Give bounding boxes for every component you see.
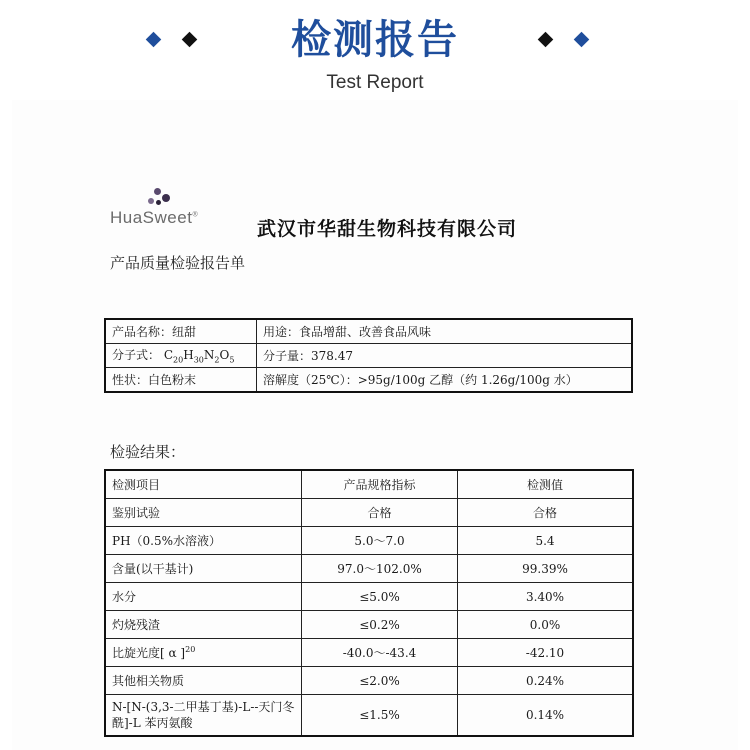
table-row xyxy=(105,555,633,583)
spec-value: 97.0～102.0% xyxy=(302,555,458,583)
product-usage: 用途：食品增甜、改善食品风味 xyxy=(257,319,633,344)
table-row xyxy=(105,583,633,611)
table-row xyxy=(105,611,633,639)
column-header: 检测项目 xyxy=(105,470,302,499)
product-solubility: 溶解度（25℃）：>95g/100g 乙醇（约 1.26g/100g 水） xyxy=(257,368,633,393)
test-item: PH（0.5%水溶液） xyxy=(105,527,302,555)
spec-value: 合格 xyxy=(302,499,458,527)
page-title: 检测报告 xyxy=(291,17,459,63)
test-item: N-[N-(3,3-二甲基丁基)-L--天门冬酰]-L 苯丙氨酸 xyxy=(105,695,302,737)
test-item: 其他相关物质 xyxy=(105,667,302,695)
form-title: 产品质量检验报告单 xyxy=(110,254,246,272)
table-row xyxy=(105,368,632,393)
company-logo xyxy=(110,186,220,236)
product-name: 产品名称：纽甜 xyxy=(105,319,257,344)
test-item: 水分 xyxy=(105,583,302,611)
table-row xyxy=(105,667,633,695)
test-value: 0.24% xyxy=(458,667,634,695)
table-row xyxy=(105,695,633,737)
test-item: 鉴别试验 xyxy=(105,499,302,527)
report-banner xyxy=(0,0,750,110)
test-value: 0.14% xyxy=(458,695,634,737)
page-subtitle: Test Report xyxy=(326,72,424,93)
table-row xyxy=(105,499,633,527)
test-results-table xyxy=(104,469,634,737)
spec-value: ≤2.0% xyxy=(302,667,458,695)
logo-text: HuaSweet® xyxy=(110,208,199,227)
column-header: 产品规格指标 xyxy=(302,470,458,499)
table-row xyxy=(105,527,633,555)
column-header: 检测值 xyxy=(458,470,634,499)
product-info-table xyxy=(104,318,633,393)
company-name: 武汉市华甜生物科技有限公司 xyxy=(257,218,518,240)
test-item: 灼烧残渣 xyxy=(105,611,302,639)
product-appearance: 性状：白色粉末 xyxy=(105,368,257,393)
table-row xyxy=(105,639,633,667)
table-row xyxy=(105,319,632,344)
test-value: 99.39% xyxy=(458,555,634,583)
test-value: 5.4 xyxy=(458,527,634,555)
test-value: -42.10 xyxy=(458,639,634,667)
test-value: 0.0% xyxy=(458,611,634,639)
test-item: 含量(以干基计) xyxy=(105,555,302,583)
spec-value: -40.0～-43.4 xyxy=(302,639,458,667)
results-title: 检验结果： xyxy=(110,443,186,461)
test-value: 合格 xyxy=(458,499,634,527)
table-header-row xyxy=(105,470,633,499)
spec-value: ≤5.0% xyxy=(302,583,458,611)
test-item: 比旋光度[ α ]$^{20}$ xyxy=(105,639,302,667)
molecular-formula: 分子式： $C_{20}H_{30}N_2O_5$ xyxy=(105,344,257,368)
table-row xyxy=(105,344,632,368)
logo-dots-icon xyxy=(140,186,180,208)
spec-value: 5.0～7.0 xyxy=(302,527,458,555)
molecular-weight: 分子量：378.47 xyxy=(257,344,633,368)
spec-value: ≤0.2% xyxy=(302,611,458,639)
spec-value: ≤1.5% xyxy=(302,695,458,737)
test-value: 3.40% xyxy=(458,583,634,611)
